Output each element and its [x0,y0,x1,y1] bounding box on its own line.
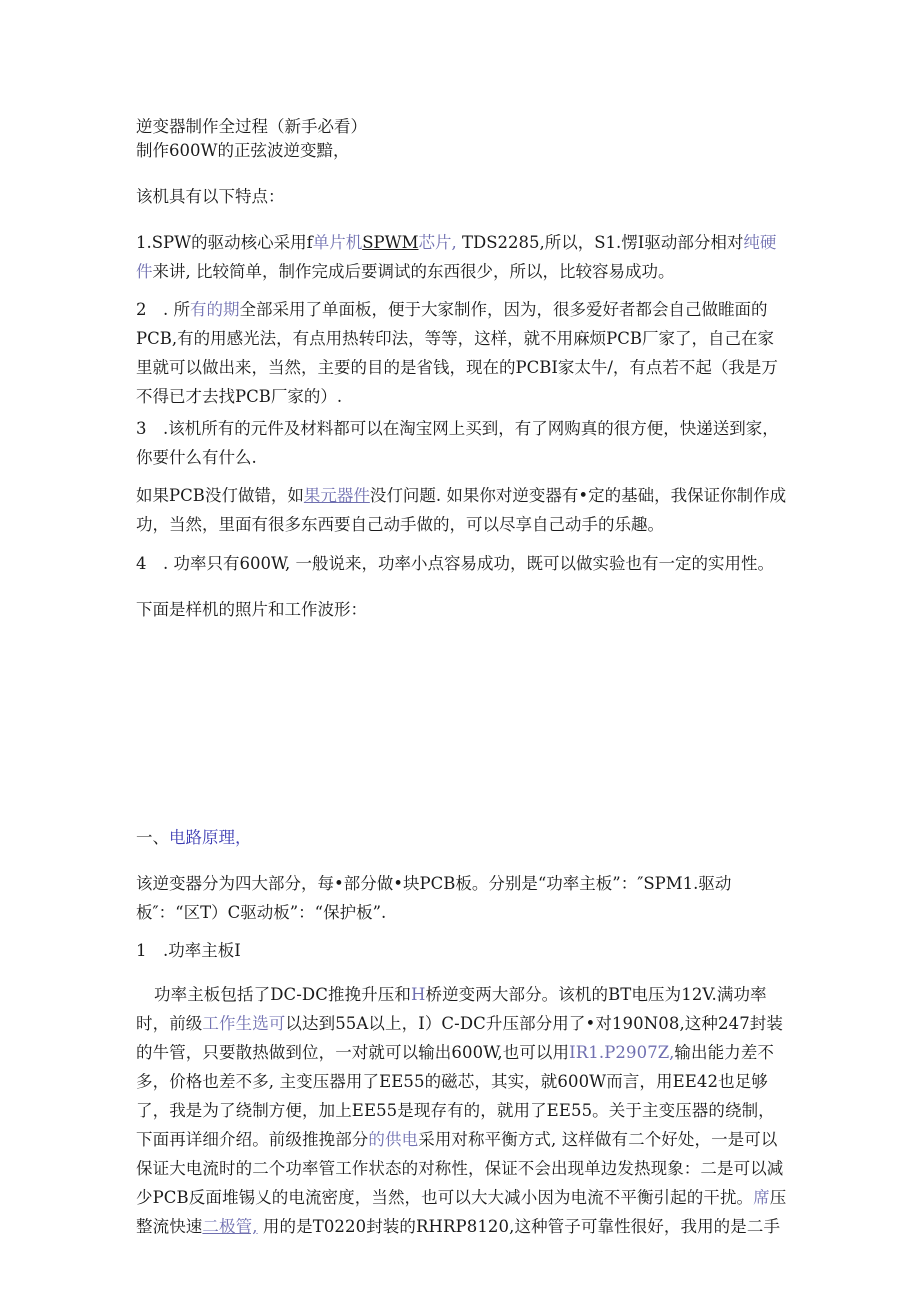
link-working-current[interactable]: 工作生选可 [202,1014,286,1033]
paragraph-photos-intro: 下面是样机的照片和工作波形： [136,600,367,619]
link-high[interactable]: 席 [753,1188,770,1207]
paragraph-feature-2: 2 . 所有的期全部采用了单面板，便于大家制作，因为，很多爱好者都会自己做睢面的PCB,有的用感光法，有点用热转印法，等等，这样，就不用麻烦PCB厂家了，自己在家里就可以做出来，当然，主要的目的是省钱，现在的PCBI家太牛/，有点若不起（我是万不得已才去找PCB厂家的）. [136,300,778,406]
subheading-power-board: 1 .功率主板I [136,941,241,960]
doc-title: 逆变器制作全过程（新手必看） [136,117,367,136]
features-intro: 该机具有以下特点： [136,187,285,206]
paragraph-feature-3: 3 .该机所有的元件及材料都可以在淘宝网上买到，有了网购真的很方便，快递送到家，你要什么有什么. [136,419,779,467]
paragraph-guarantee: 如果PCB没仃做错，如果元器件没仃问题. 如果你对逆变器有•定的基础，我保证你制作成功，当然，里面有很多东西要自己动手做的，可以尽享自己动手的乐趣。 [136,486,787,534]
paragraph-feature-1: 1.SPW的驱动核心采用f单片机SPWM芯片, TDS2285,所以，S1.愣I驱动部分相对纯硬件来讲, 比较简单，制作完成后要调试的东西很少，所以，比较容易成功。 [136,233,777,281]
link-period[interactable]: 有的期 [190,300,240,319]
link-power-supply[interactable]: 的供电 [368,1130,419,1149]
paragraph-four-parts: 该逆变器分为四大部分，每•部分做•块PCB板。分别是“功率主板”：″SPM1.驱动板″：“区T）C驱动板”：“保护板”. [136,874,732,922]
link-mcu[interactable]: 单片机 [312,233,363,252]
paragraph-feature-4: 4 . 功率只有600W, 一般说来，功率小点容易成功，既可以做实验也有一定的实用性。 [136,554,775,573]
paragraph-power-board: 功率主板包括了DC-DC推挽升压和H桥逆变两大部分。该机的BT电压为12V.满功率时，前级工作生选可以达到55A以上，I）C-DC升压部分用了•对190N08,这种247封装的牛管，只要散热做到位，一对就可以输出600W,也可以用IR1.P2907Z,输出能力差不多，价格也差不多, 主变压器用了EE55的磁芯，其实，就600W而言，用EE42也足够了，我是为了绕制方便，加上EE55是现存有的，就用了EE55。关于主变压器的绕制，下面再详细介绍。前级推挽部分的供电采用对称平衡方式, 这样做有二个好处，一是可以保证大电流时的二个功率管工作状态的对称性，保证不会出现单边发热现象：二是可以减少PCB反面堆锡乂的电流密度，当然，也可以大大减小因为电流不平衡引起的干扰。席压整流快速二极管, 用的是T0220封装的RHRP8120,这种管子可靠性很好，我用的是二手 [136,985,787,1236]
section-heading-circuit: 一、电路原理， [136,828,252,847]
link-circuit-principle[interactable]: 电路原理， [169,828,252,847]
link-chip[interactable]: 芯片, [418,233,457,252]
link-components[interactable]: 果元器件 [303,486,370,505]
link-irlp2907z[interactable]: IR1.P2907Z, [569,1043,675,1062]
link-h-bridge[interactable]: H [410,985,426,1004]
link-pure-hardware[interactable]: 纯硬件 [136,233,777,281]
doc-subtitle: 制作600W的正弦波逆变黯， [136,141,350,160]
link-diode[interactable]: 二极管, [202,1217,258,1236]
